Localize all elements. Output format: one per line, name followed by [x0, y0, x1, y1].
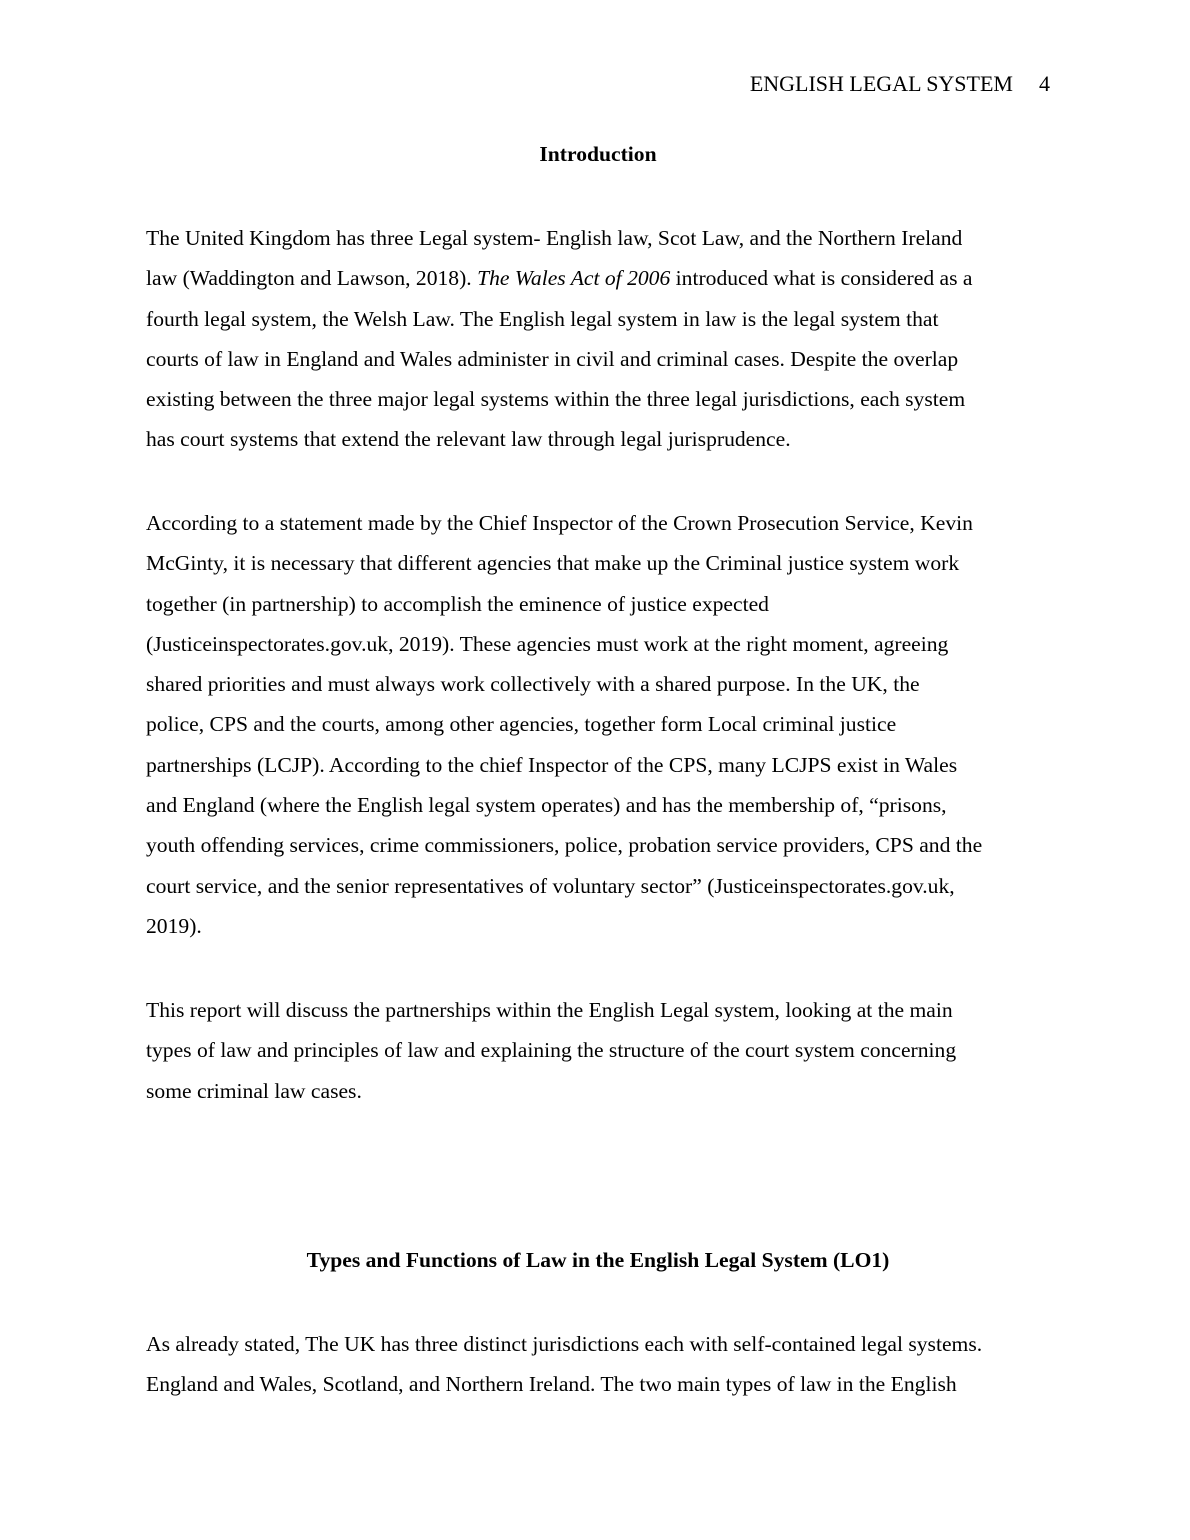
text-line: and England (where the English legal system operates) and has the membership of, “prisons,: [146, 793, 947, 818]
text-line: partnerships (LCJP). According to the chief Inspector of the CPS, many LCJPS exist in Wales: [146, 752, 958, 777]
text-line: The United Kingdom has three Legal system- English law, Scot Law, and the Northern Ireland: [146, 226, 963, 250]
paragraph-jurisdictions: [146, 1324, 1056, 1405]
text-line: England and Wales, Scotland, and Northern Ireland. The two main types of law in the English: [146, 1372, 957, 1397]
text-line: court service, and the senior representatives of voluntary sector” (Justiceinspectorates.gov.uk,: [146, 873, 955, 898]
text-line: (Justiceinspectorates.gov.uk, 2019). These agencies must work at the right moment, agreeing: [146, 631, 949, 656]
text-line: According to a statement made by the Chief Inspector of the Crown Prosecution Service, Kevin: [146, 511, 973, 535]
text-line: youth offending services, crime commissioners, police, probation service providers, CPS and the: [146, 833, 983, 858]
paragraph-partnerships: [146, 503, 1056, 946]
text-line: types of law and principles of law and explaining the structure of the court system concerning: [146, 1038, 957, 1063]
text-line: police, CPS and the courts, among other agencies, together form Local criminal justice: [146, 712, 897, 737]
text-line: courts of law in England and Wales administer in civil and criminal cases. Despite the overlap: [146, 346, 959, 371]
paragraph-report-scope: [146, 990, 1056, 1111]
running-title: ENGLISH LEGAL SYSTEM: [749, 71, 1013, 96]
text-run: introduced what is considered as a: [670, 266, 973, 291]
section-heading-types-of-law: Types and Functions of Law in the English Legal System (LO1): [306, 1248, 890, 1272]
text-run: law (Waddington and Lawson, 2018).: [146, 266, 478, 291]
text-line: 2019).: [146, 913, 202, 938]
act-title-italic: The Wales Act of 2006: [477, 266, 671, 291]
text-line: McGinty, it is necessary that different agencies that make up the Criminal justice system work: [146, 551, 960, 576]
running-header: [750, 70, 1050, 98]
text-line: shared priorities and must always work collectively with a shared purpose. In the UK, the: [146, 672, 920, 697]
text-line: This report will discuss the partnerships within the English Legal system, looking at the main: [146, 998, 953, 1022]
text-line: together (in partnership) to accomplish the eminence of justice expected: [146, 591, 769, 616]
text-line: [146, 258, 1056, 298]
paragraph-overview: [146, 218, 1056, 460]
text-line: fourth legal system, the Welsh Law. The English legal system in law is the legal system that: [146, 306, 939, 331]
page-number: 4: [1039, 71, 1050, 96]
text-line: As already stated, The UK has three distinct jurisdictions each with self-contained legal systems.: [146, 1332, 983, 1356]
text-line: some criminal law cases.: [146, 1078, 362, 1103]
text-line: has court systems that extend the relevant law through legal jurisprudence.: [146, 427, 791, 452]
section-heading-introduction: Introduction: [539, 142, 657, 166]
text-line: existing between the three major legal systems within the three legal jurisdictions, each system: [146, 387, 966, 412]
